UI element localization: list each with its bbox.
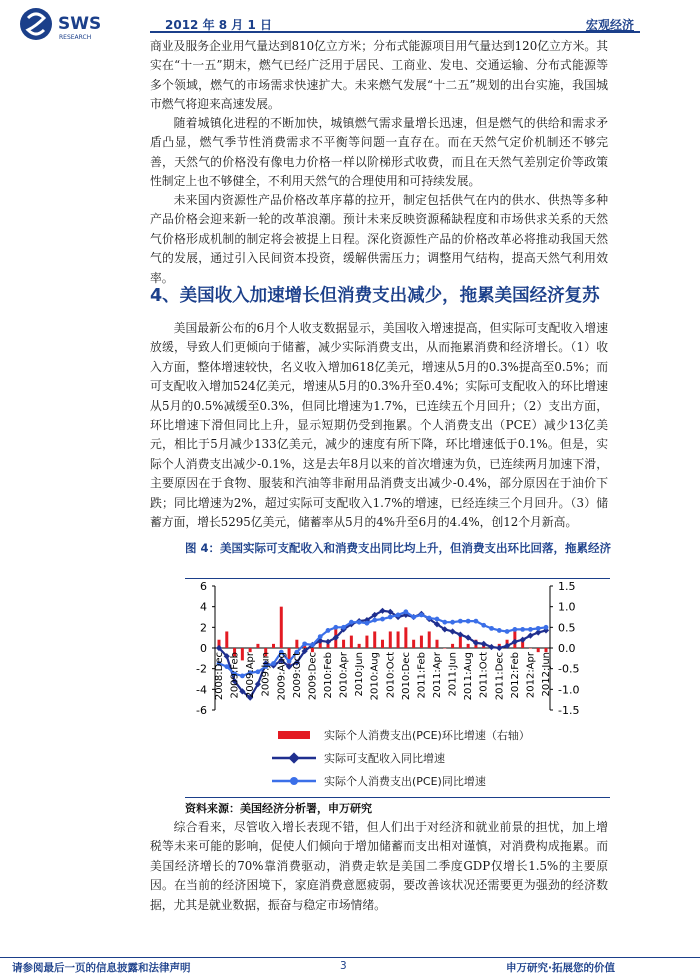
pce-mom-bar	[545, 648, 548, 652]
pce-yoy-point	[287, 659, 292, 664]
x-tick-label: 2009:Apr	[245, 652, 257, 699]
chart-figure-4	[185, 580, 605, 725]
pce-mom-bar	[225, 631, 228, 648]
sws-logo	[14, 4, 134, 44]
pce-yoy-point	[544, 625, 549, 630]
pce-yoy-point	[333, 625, 338, 630]
pce-mom-bar	[467, 644, 470, 648]
paragraph-5: 综合看来，尽管收入增长表现不错，但人们出于对经济和就业前景的担忧，加上增税等未来可能的影响，促使人们倾向于增加储蓄而支出相对谨慎，对消费构成拖累。而美国经济增长的70%靠消费驱动，消费走软是美国二季度GDP仅增长1.5%的主要原因。在当前的经济困境下，家庭消费意愿疲弱，要改善该状况还需要更为强劲的经济数据，尤其是就业数据，振奋与稳定市场情绪。	[150, 820, 608, 912]
legend-dpi-swatch	[270, 752, 318, 764]
x-tick-label: 2011:Aug	[463, 652, 475, 701]
figure-bottom-rule	[185, 797, 610, 798]
pce-yoy-point	[536, 626, 541, 631]
y-tick-label-left: 4	[200, 600, 207, 614]
pce-mom-bar	[529, 648, 532, 649]
pce-yoy-point	[271, 661, 276, 666]
x-tick-label: 2009:Aug	[276, 652, 288, 701]
pce-yoy-point	[403, 609, 408, 614]
pce-mom-bar	[272, 644, 275, 648]
y-tick-label-right: 1.5	[558, 580, 576, 593]
paragraph-4: 美国最新公布的6月个人收支数据显示，美国收入增速提高，但实际可支配收入增速放缓，导致人们更倾向于储蓄，减少实际消费支出，从而拖累消费和经济增长。（1）收入方面，整体增速较快，名义收入增加618亿美元，增速从5月的0.3%提高至0.5%；而可支配收入增加524亿美元，增速从5月的0.3%升至0.4%；实际可支配收入的环比增速从5月的0.5%减缓至0.3%，但同比增速为1.7%，已连续五个月回升；（2）支出方面，环比增速下滑但同比上升，显示短期仍受到拖累。个人消费支出（PCE）减少13亿美元，相比于5月减少133亿美元，减少的速度有所下降，环比增速低于0.1%。但是，实际个人消费支出减少-0.1%，这是去年8月以来的首次增速为负，已连续两月加速下滑，主要原因在于食物、服装和汽油等非耐用品消费支出减少-0.4%，部分原因在于油价下跌；同比增速为2%，超过实际可支配收入1.7%的增速，已经连续三个月回升。（3）储蓄方面，增长5295亿美元，储蓄率从5月的4%升至6月的4.4%，创12个月新高。	[150, 321, 608, 530]
x-tick-label: 2010:Feb	[323, 652, 334, 699]
pce-mom-bar	[389, 631, 392, 648]
y-tick-label-right: 1.0	[558, 600, 576, 614]
x-tick-label: 2011:Jun	[447, 652, 459, 697]
legend-item-bar	[270, 723, 530, 746]
pce-mom-bar	[428, 631, 431, 648]
x-tick-label: 2010:Aug	[369, 652, 381, 701]
legend-item-dpi	[270, 746, 530, 769]
pce-mom-bar	[404, 627, 407, 648]
page-number: 3	[340, 960, 347, 972]
pce-mom-bar	[412, 640, 415, 648]
paragraph-3: 未来国内资源性产品价格改革序幕的拉开，制定包括供气在内的供水、供热等多种产品价格会迎来新一轮的改革浪潮。预计未来反映资源稀缺程度和市场供求关系的天然气价格形成机制的制定将会被提上日程。深化资源性产品的价格改革必将推动我国天然气的发展，通过引入民间资本投资，缓解供需压力；调整用气结构，提高天然气利用效率。	[150, 193, 608, 285]
pce-yoy-point	[489, 626, 494, 631]
dpi-yoy-point	[481, 641, 487, 647]
pce-yoy-point	[326, 628, 331, 633]
pce-mom-bar	[373, 631, 376, 648]
logo-subtext: RESEARCH	[59, 34, 92, 41]
pce-mom-bar	[397, 631, 400, 648]
x-tick-label: 2010:Jun	[354, 652, 366, 697]
pce-yoy-point	[365, 621, 370, 626]
pce-yoy-point	[256, 669, 261, 674]
figure-title: 图 4：美国实际可支配收入和消费支出同比均上升，但消费支出环比回落，拖累经济	[185, 541, 612, 555]
pce-yoy-point	[497, 628, 502, 633]
footer-disclaimer: 请参阅最后一页的信息披露和法律声明	[12, 962, 191, 974]
pce-yoy-point	[474, 619, 479, 624]
dpi-yoy-point	[488, 644, 494, 650]
x-tick-label: 2009:Jun	[260, 652, 272, 697]
pce-yoy-point	[466, 619, 471, 624]
header-date: 2012 年 8 月 1 日	[165, 18, 272, 32]
pce-mom-bar	[436, 640, 439, 648]
header-category-link[interactable]: 宏观经济	[585, 18, 634, 32]
legend-label-bar: 实际个人消费支出(PCE)环比增速（右轴）	[324, 728, 530, 742]
pce-mom-bar	[311, 648, 314, 652]
pce-mom-bar	[241, 648, 244, 660]
pce-yoy-point	[240, 674, 245, 679]
x-tick-label: 2011:Apr	[432, 652, 443, 699]
y-tick-label-left: -2	[196, 662, 207, 676]
x-tick-label: 2011:Oct	[478, 652, 490, 699]
pce-yoy-point	[411, 615, 416, 620]
pce-mom-bar	[295, 640, 298, 648]
legend-label-dpi: 实际可支配收入同比增速	[324, 751, 445, 765]
pce-yoy-point	[512, 627, 517, 632]
pce-yoy-point	[458, 619, 463, 624]
x-tick-label: 2009:Feb	[229, 652, 241, 699]
pce-mom-bar	[280, 607, 283, 648]
x-tick-label: 2012:Feb	[509, 652, 521, 699]
x-tick-label: 2012:Jun	[541, 652, 552, 697]
x-tick-label: 2010:Oct	[385, 652, 397, 699]
x-tick-label: 2008:Dec	[214, 652, 225, 701]
y-tick-label-left: -4	[196, 683, 207, 697]
pce-yoy-point	[380, 617, 385, 622]
pce-mom-bar	[249, 648, 252, 652]
paragraph-1: 商业及服务企业用气量达到810亿立方米；分布式能源项目用气量达到120亿立方米。其实在“十一五”期末，燃气已经广泛用于居民、工商业、发电、交通运输、分布式能源等多个领域，燃气的市场需求快速扩大。未来燃气发展“十二五”规划的出台实施，我国城市燃气将迎来高速发展。	[150, 39, 608, 112]
pce-yoy-point	[520, 627, 525, 632]
y-tick-label-left: 6	[200, 580, 207, 593]
section-heading: 4、美国收入加速增长但消费支出减少，拖累美国经济复苏	[150, 286, 600, 306]
pce-mom-bar	[451, 644, 454, 648]
x-tick-label: 2010:Apr	[338, 652, 350, 699]
y-tick-label-right: 0.5	[558, 621, 576, 635]
x-tick-label: 2011:Feb	[416, 652, 428, 699]
dpi-yoy-point	[449, 628, 455, 634]
legend-bar-swatch	[270, 729, 318, 741]
pce-yoy-point	[341, 625, 346, 630]
footer-divider	[0, 957, 700, 958]
pce-yoy-point	[481, 623, 486, 628]
pce-yoy-point	[388, 615, 393, 620]
pce-yoy-point	[505, 629, 510, 634]
pce-yoy-point	[224, 664, 229, 669]
chart-legend	[270, 723, 530, 792]
pce-mom-bar	[420, 636, 423, 648]
x-tick-label: 2010:Dec	[400, 652, 412, 701]
dpi-yoy-point	[457, 631, 463, 637]
pce-yoy-point	[310, 643, 315, 648]
dpi-yoy-point	[496, 645, 502, 651]
x-tick-label: 2011:Dec	[494, 652, 506, 701]
legend-pce-swatch	[270, 775, 318, 787]
y-tick-label-left: 2	[200, 621, 207, 635]
pce-mom-bar	[350, 636, 353, 648]
pce-yoy-point	[302, 641, 307, 646]
y-tick-label-left: -6	[196, 704, 207, 717]
pce-yoy-point	[396, 613, 401, 618]
pce-mom-bar	[365, 636, 368, 648]
pce-yoy-point	[435, 617, 440, 622]
pce-yoy-point	[349, 620, 354, 625]
paragraph-2: 随着城镇化进程的不断加快，城镇燃气需求量增长迅速，但是燃气的供给和需求矛盾凸显，燃气季节性消费需求不平衡等问题一直存在。而在天然气定价机制还不够完善，天然气的价格没有像电力价格一样以阶梯形式收费，而且在天然气差别定价等政策性制定上也不够健全，不利用天然气的合理使用和可持续发展。	[150, 116, 608, 189]
figure-top-rule	[185, 578, 610, 579]
x-tick-label: 2009:Dec	[307, 652, 319, 701]
y-tick-label-right: -1.0	[558, 683, 580, 697]
pce-yoy-point	[357, 620, 362, 625]
logo-text: SWS	[58, 14, 102, 34]
y-tick-label-left: 0	[200, 642, 207, 655]
legend-item-pce	[270, 769, 530, 792]
figure-source: 资料来源：美国经济分析署，申万研究	[185, 802, 372, 815]
pce-yoy-point	[419, 613, 424, 618]
x-tick-label: 2009:Oct	[291, 652, 303, 699]
x-tick-label: 2012:Apr	[525, 652, 537, 699]
pce-yoy-point	[528, 627, 533, 632]
pce-yoy-point	[450, 620, 455, 625]
y-tick-label-right: -0.5	[558, 662, 580, 676]
pce-yoy-point	[318, 634, 323, 639]
footer-slogan: 申万研究·拓展您的价值	[506, 962, 615, 974]
pce-yoy-point	[427, 616, 432, 621]
pce-mom-bar	[256, 644, 259, 648]
pce-mom-bar	[443, 648, 446, 649]
y-tick-label-right: -1.5	[558, 704, 580, 717]
pce-mom-bar	[342, 640, 345, 648]
pce-yoy-point	[442, 620, 447, 625]
pce-mom-bar	[537, 648, 540, 652]
pce-yoy-point	[372, 618, 377, 623]
legend-label-pce: 实际个人消费支出(PCE)同比增速	[324, 774, 486, 788]
header-divider	[150, 31, 640, 33]
y-tick-label-right: 0.0	[558, 642, 576, 655]
pce-mom-bar	[358, 644, 361, 648]
pce-mom-bar	[381, 640, 384, 648]
